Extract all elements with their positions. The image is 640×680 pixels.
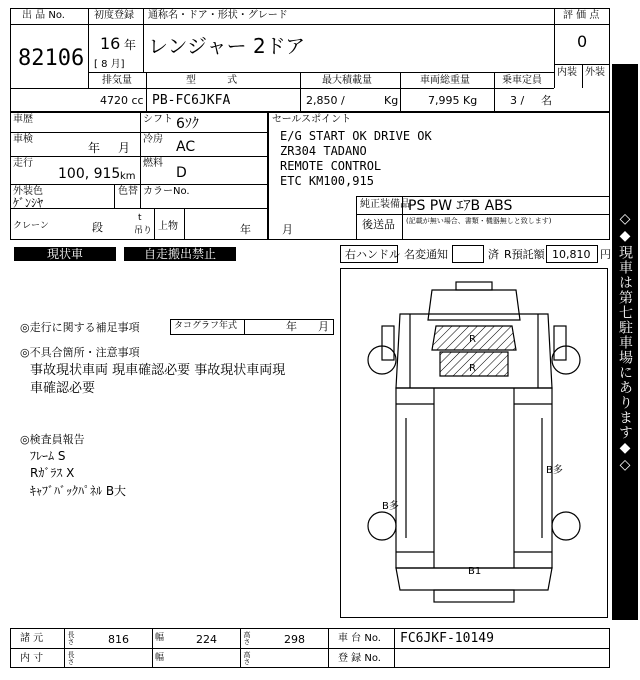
divider <box>244 319 245 335</box>
divider <box>88 72 554 73</box>
cab-roof-marker <box>456 282 492 290</box>
recycle-amount: 10,810 <box>552 248 591 261</box>
lot-label: 出 品 No. <box>22 10 65 21</box>
damage-mark-r-top: R <box>469 334 476 345</box>
capacity-value: 3 / <box>510 94 525 107</box>
divider <box>143 8 144 24</box>
height-label: 高さ <box>243 631 251 645</box>
interior-label: 内装 <box>557 67 577 78</box>
model-value: PB-FC6JKFA <box>152 93 231 108</box>
crane-stage: 段 <box>92 221 103 234</box>
length-label: 長さ <box>67 631 75 645</box>
fuel-value: D <box>176 165 187 181</box>
divider <box>152 628 153 668</box>
divider <box>184 208 185 240</box>
model-label: 型 式 <box>186 75 252 86</box>
damage-mark-b-right: B多 <box>546 465 563 476</box>
divider <box>10 648 610 649</box>
parking-location-banner: ◇◆現車は第七駐車場にあります◆◇ <box>612 64 638 620</box>
width-label: 幅 <box>155 653 165 663</box>
divider <box>328 628 329 668</box>
crane-label: クレーン <box>13 221 49 231</box>
equipment-label: 純正装備品 <box>360 199 410 210</box>
inspection-year: 年 <box>88 141 101 155</box>
color-value: ｹﾞﾝｼﾔ <box>13 196 44 210</box>
inspector-line: Rｶﾞﾗｽ X <box>30 466 75 480</box>
length-label: 長さ <box>67 651 75 665</box>
specs-row-label: 諸 元 <box>20 633 44 644</box>
defects-line: 車確認必要 <box>30 381 96 396</box>
sales-point-line: E/G START OK DRIVE OK <box>280 129 432 143</box>
aircon-value: AC <box>176 139 196 155</box>
displacement-value: 4720 cc <box>100 94 144 107</box>
gross-weight-value: 7,995 Kg <box>428 94 478 107</box>
divider <box>10 156 268 157</box>
left-mirror <box>382 326 394 360</box>
divider <box>10 24 88 25</box>
recycle-status: 済 <box>488 248 499 261</box>
cargo-bed-outline <box>396 388 552 568</box>
crane-ton-bottom: 吊り <box>134 226 153 236</box>
shift-label: シフト <box>143 114 173 125</box>
equipment-value: PS PW ｴｱB ABS <box>408 198 513 214</box>
max-load-label: 最大積載量 <box>322 75 372 86</box>
recycle-deposit-label: R預託額 <box>504 248 545 261</box>
defects-line: 事故現状車両 現車確認必要 事故現状車両現 <box>30 363 286 378</box>
cargo-bed-cross-lines <box>396 404 552 552</box>
width-label: 幅 <box>155 633 165 643</box>
mount-label: 上物 <box>158 221 178 232</box>
divider <box>554 24 610 25</box>
divider <box>394 628 395 668</box>
max-load-value: 2,850 / <box>306 94 345 107</box>
recycle-unit: 円 <box>600 248 611 261</box>
windshield-shape <box>428 290 520 320</box>
max-load-unit: Kg <box>384 94 399 107</box>
divider <box>64 628 65 668</box>
sales-point-line: ETC KM100,915 <box>280 174 374 188</box>
car-name: レンジャー 2ドア <box>148 34 306 58</box>
name-label: 通称名・ドア・形状・グレード <box>148 10 288 21</box>
divider <box>240 628 241 668</box>
driving-notes-title: ◎走行に関する補足事項 <box>20 321 140 334</box>
height-value: 298 <box>284 633 305 646</box>
capacity-label: 乗車定員 <box>502 75 542 86</box>
mileage-label: 走行 <box>13 158 33 169</box>
first-reg-label: 初度登録 <box>94 10 134 21</box>
divider <box>154 208 155 240</box>
divider <box>10 184 268 185</box>
chassis-value: FC6JKF-10149 <box>400 631 494 646</box>
rear-bumper <box>434 590 514 602</box>
gross-weight-label: 車両総重量 <box>420 75 470 86</box>
divider <box>88 8 89 88</box>
exterior-label: 外装 <box>585 67 605 78</box>
color-code-label: カラーNo. <box>143 186 190 197</box>
height-label: 高さ <box>243 651 251 665</box>
sales-point-line: REMOTE CONTROL <box>280 159 382 173</box>
divider <box>554 8 555 88</box>
lot-number: 82106 <box>18 46 85 71</box>
score-value: 0 <box>577 32 588 51</box>
chassis-label: 車 台 No. <box>338 633 381 644</box>
retrofit-label: 後送品 <box>362 218 395 231</box>
divider <box>356 214 610 215</box>
mileage-unit: km <box>120 171 136 182</box>
defects-title: ◎不具合箇所・注意事項 <box>20 346 140 359</box>
retrofit-note: (記載が無い場合、書類・機器無しと致します) <box>406 217 552 225</box>
inspection-label: 車検 <box>13 134 33 145</box>
inner-size-row-label: 内 寸 <box>20 653 44 664</box>
divider <box>143 24 144 72</box>
divider <box>10 88 554 89</box>
inspector-line: ﾌﾚｰﾑ S <box>30 449 66 463</box>
color-label: 外装色 <box>13 186 43 197</box>
damage-mark-b1: B1 <box>468 566 482 577</box>
rear-left-wheel <box>368 512 396 540</box>
inspector-line: ｷｬﾌﾞﾊﾞｯｸﾊﾟﾈﾙ B大 <box>30 484 127 498</box>
divider <box>146 72 147 112</box>
divider <box>300 72 301 112</box>
displacement-label: 排気量 <box>102 75 132 86</box>
reg-year-unit: 年 <box>124 38 137 52</box>
divider <box>10 132 268 133</box>
divider <box>356 196 610 197</box>
aircon-label: 冷房 <box>143 134 163 145</box>
history-label: 車歴 <box>13 114 33 125</box>
fuel-label: 燃料 <box>143 158 163 169</box>
right-mirror <box>554 326 566 360</box>
crane-ton-top: t <box>138 213 142 223</box>
length-value: 816 <box>108 633 129 646</box>
width-value: 224 <box>196 633 217 646</box>
divider <box>356 196 357 240</box>
registration-label: 登 録 No. <box>338 653 381 664</box>
name-change-box <box>452 245 484 263</box>
divider <box>494 72 495 112</box>
divider <box>88 24 554 25</box>
damage-mark-b-left: B多 <box>382 501 399 512</box>
divider <box>114 184 115 208</box>
sales-point-line: ZR304 TADANO <box>280 144 367 158</box>
divider <box>140 112 141 208</box>
inspector-title: ◎検査員報告 <box>20 433 85 446</box>
tacho-month: 月 <box>318 320 329 333</box>
cab-outline <box>396 314 552 388</box>
capacity-unit: 名 <box>541 94 552 107</box>
self-driving-prohibited-badge: 自走搬出禁止 <box>124 247 236 261</box>
score-label: 評 価 点 <box>563 10 600 21</box>
tacho-label: タコグラフ年式 <box>174 321 238 331</box>
inspection-month: 月 <box>118 141 131 155</box>
divider <box>400 72 401 112</box>
divider <box>582 64 583 88</box>
damage-mark-r-bottom: R <box>469 363 476 374</box>
reg-month: [ 8 月] <box>94 59 125 70</box>
rear-right-wheel <box>552 512 580 540</box>
shift-value: 6ｿｸ <box>176 116 199 132</box>
current-state-badge: 現状車 <box>14 247 116 261</box>
sales-points-label: セールスポイント <box>272 114 352 125</box>
divider <box>10 208 268 209</box>
reg-year: 16 <box>100 34 121 53</box>
mileage-value: 100, 915 <box>58 166 121 182</box>
mount-year: 年 <box>240 223 251 236</box>
color-change-label: 色替 <box>118 186 138 197</box>
tacho-year: 年 <box>286 320 297 333</box>
name-change-label: 名変通知 <box>404 248 448 261</box>
steering-label: 右ハンドル <box>345 248 400 261</box>
side-gate-lines <box>406 418 542 538</box>
cab-door-lines <box>410 314 538 388</box>
mount-month: 月 <box>282 223 293 236</box>
cargo-bed-inner-lines <box>434 388 514 568</box>
